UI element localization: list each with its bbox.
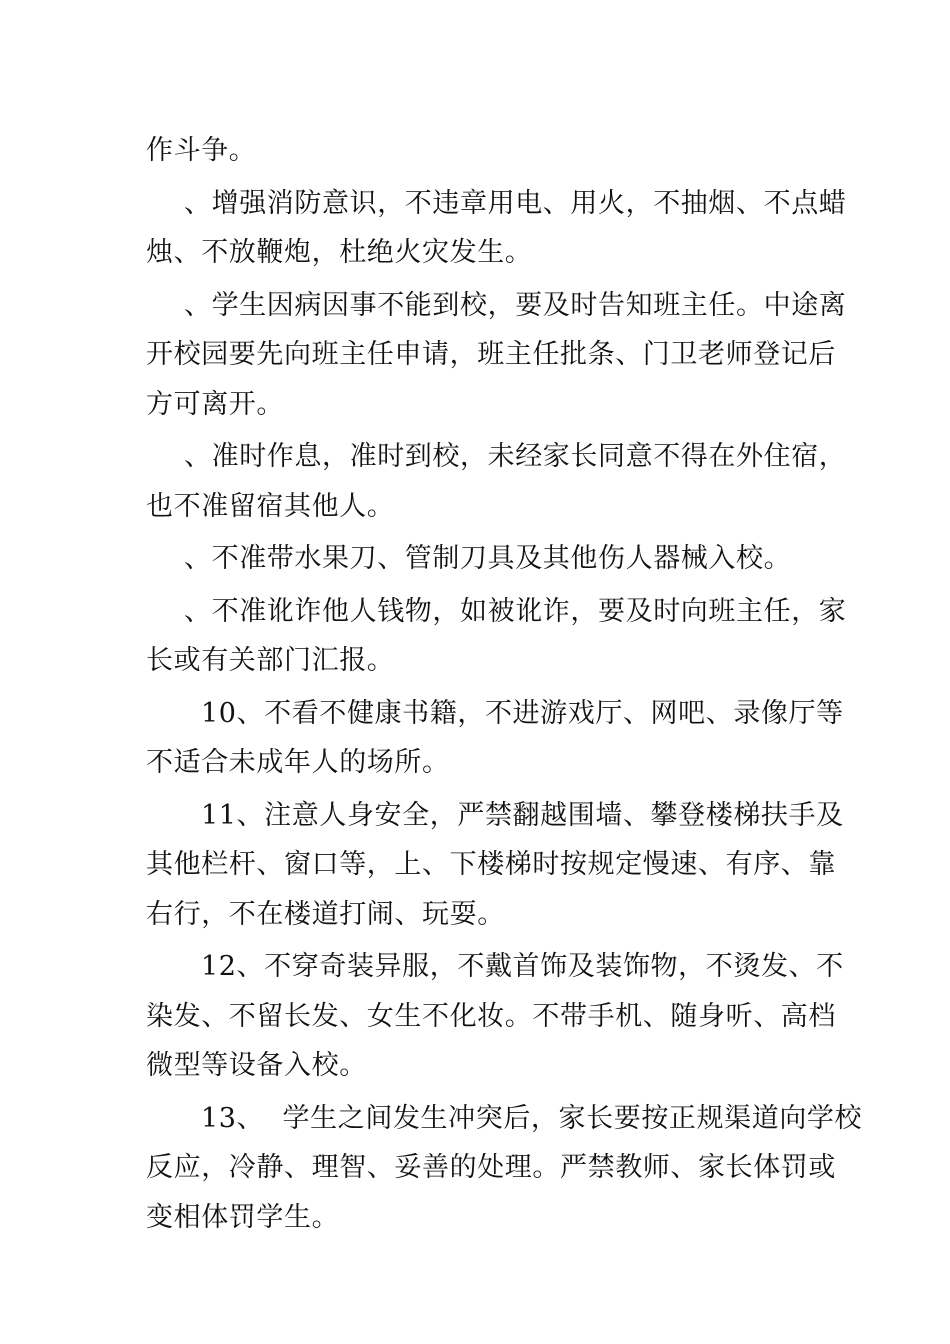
text-line: 方可离开。: [146, 388, 284, 420]
text-line: 染发、不留长发、女生不化妆。不带手机、随身听、高档: [146, 1000, 836, 1032]
text-line: 10、不看不健康书籍，不进游戏厅、网吧、录像厅等: [201, 697, 844, 729]
paragraph-absence: [146, 281, 847, 430]
paragraph-extortion: [146, 587, 847, 686]
text-line: 开校园要先向班主任申请，班主任批条、门卫老师登记后: [146, 339, 836, 370]
paragraph-fire-safety: [146, 179, 847, 278]
text-line: 、不准带水果刀、管制刀具及其他伤人器械入校。: [184, 543, 792, 574]
text-line: 作斗争。: [146, 135, 257, 166]
paragraph-schedule: [146, 432, 847, 531]
paragraph-item-13: [146, 1094, 863, 1243]
text-line: 、增强消防意识，不违章用电、用火，不抽烟、不点蜡: [184, 187, 847, 219]
paragraph-weapons: [146, 534, 810, 584]
text-line: 右行，不在楼道打闹、玩耍。: [146, 898, 505, 930]
paragraph-continuation: [146, 126, 810, 176]
text-line: 烛、不放鞭炮，杜绝火灾发生。: [146, 237, 533, 268]
text-line: 、准时作息，准时到校，未经家长同意不得在外住宿，: [184, 441, 847, 472]
text-line: 也不准留宿其他人。: [146, 490, 395, 522]
text-line: 11、注意人身安全，严禁翻越围墙、攀登楼梯扶手及: [201, 799, 844, 831]
text-line: 13、 学生之间发生冲突后，家长要按正规渠道向学校: [201, 1102, 863, 1134]
text-line: 12、不穿奇装异服，不戴首饰及装饰物，不烫发、不: [201, 951, 844, 982]
paragraph-item-10: [146, 689, 844, 788]
text-line: 不适合未成年人的场所。: [146, 747, 450, 778]
paragraph-item-12: [146, 942, 844, 1091]
text-line: 微型等设备入校。: [146, 1050, 367, 1081]
text-line: 反应，冷静、理智、妥善的处理。严禁教师、家长体罚或: [146, 1152, 836, 1183]
text-line: 变相体罚学生。: [146, 1201, 340, 1233]
text-line: 其他栏杆、窗口等，上、下楼梯时按规定慢速、有序、靠: [146, 849, 836, 880]
document-body: [146, 126, 863, 1245]
text-line: 、学生因病因事不能到校，要及时告知班主任。中途离: [184, 289, 847, 321]
paragraph-item-11: [146, 791, 844, 940]
text-line: 、不准讹诈他人钱物，如被讹诈，要及时向班主任，家: [184, 595, 847, 627]
text-line: 长或有关部门汇报。: [146, 645, 395, 676]
